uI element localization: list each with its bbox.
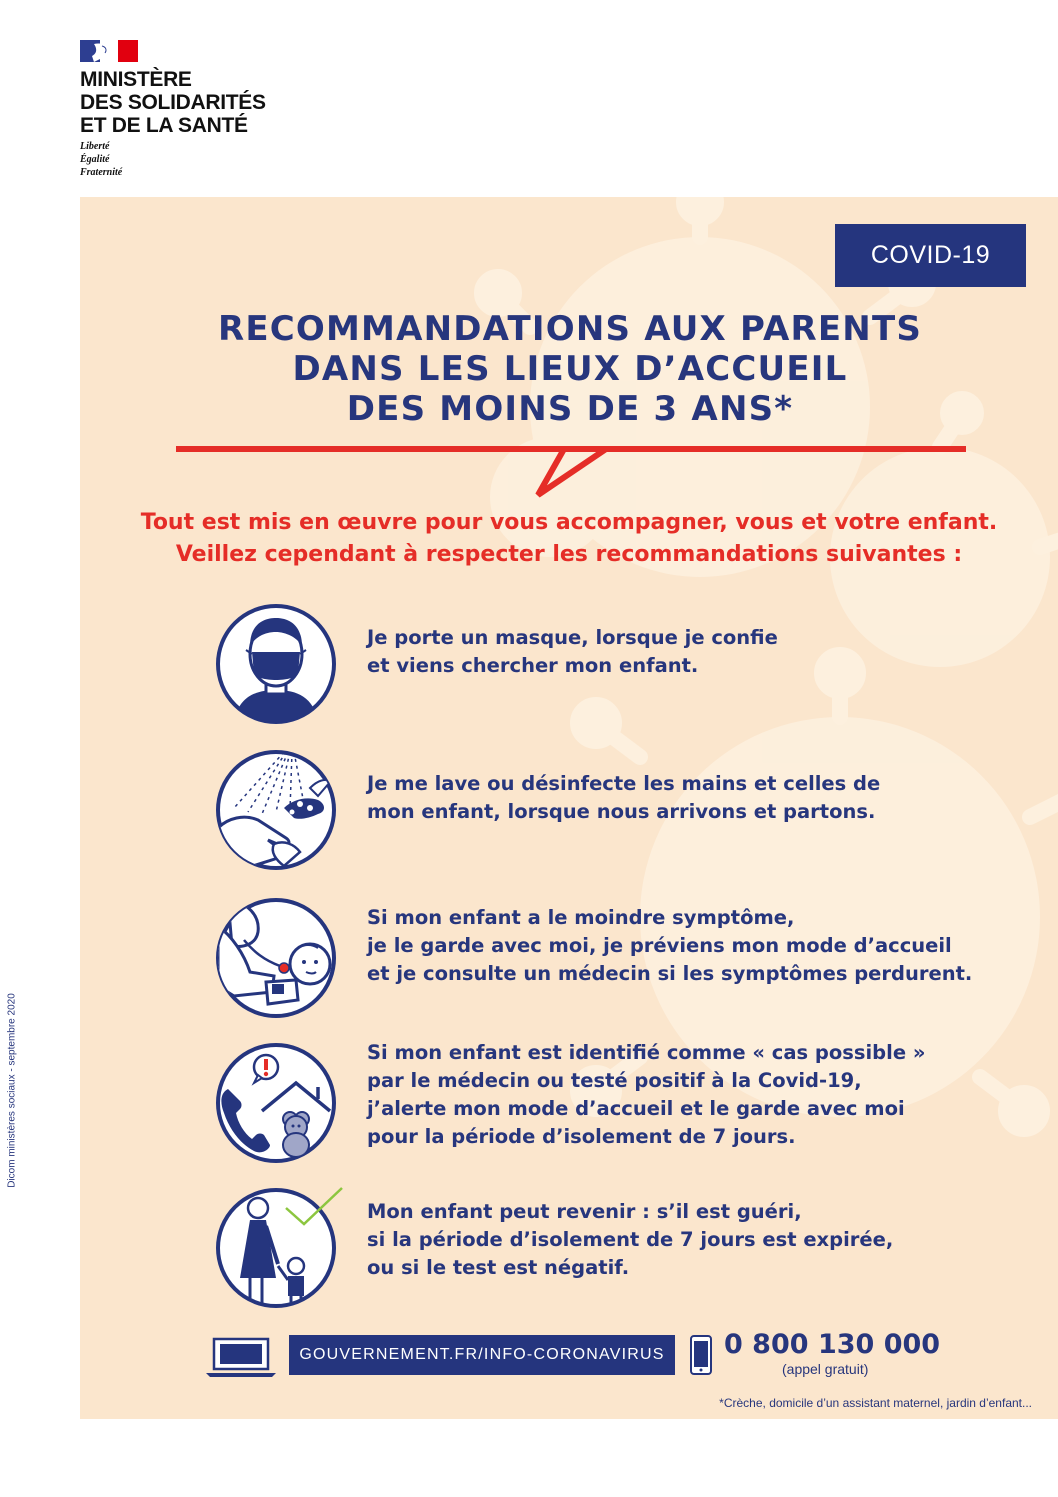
page-title — [140, 309, 1000, 429]
poster-panel — [80, 197, 1058, 1419]
speech-bubble-underline — [176, 437, 966, 501]
motto-line: Fraternité — [80, 167, 123, 178]
motto-line: Égalité — [80, 154, 110, 165]
hotline-note: (appel gratuit) — [782, 1361, 869, 1377]
credit-text: Dicom ministères sociaux - septembre 2020 — [6, 993, 18, 1188]
title-line: DANS LES LIEUX D’ACCUEIL — [292, 349, 848, 389]
face-mask-icon — [214, 602, 338, 726]
recommendation-item — [214, 748, 1014, 874]
recommendation-text: Si mon enfant est identifié comme « cas possible » par le médecin ou testé positif à la Covid-19, j’alerte mon mode d’accueil et le garde avec moi pour la période d’isolement de 7 jours. — [367, 1041, 926, 1148]
ministry-name-line: MINISTÈRE — [80, 68, 192, 91]
recommendation-text: Je me lave ou désinfecte les mains et celles de mon enfant, lorsque nous arrivons et partons. — [367, 772, 881, 823]
ministry-header — [80, 40, 380, 190]
republic-motto — [80, 140, 122, 179]
laptop-icon — [204, 1337, 278, 1377]
footnote: *Crèche, domicile d’un assistant maternel, jardin d’enfant... — [719, 1396, 1032, 1410]
covid-badge: COVID-19 — [835, 224, 1026, 287]
recommendation-text: Je porte un masque, lorsque je confie et viens chercher mon enfant. — [367, 626, 778, 677]
motto-line: Liberté — [80, 141, 110, 152]
recommendation-item — [214, 602, 1014, 728]
ministry-name-line: ET DE LA SANTÉ — [80, 114, 248, 137]
recommendation-item — [214, 896, 1014, 1022]
doctor-baby-icon — [214, 896, 338, 1020]
intro-line: Veillez cependant à respecter les recommandations suivantes : — [175, 542, 963, 567]
contact-footer — [204, 1329, 944, 1379]
smartphone-icon — [689, 1335, 713, 1375]
intro-line: Tout est mis en œuvre pour vous accompagner, vous et votre enfant. — [140, 510, 998, 535]
hotline-number[interactable]: 0 800 130 000 — [724, 1329, 941, 1360]
title-line: RECOMMANDATIONS AUX PARENTS — [217, 309, 923, 349]
intro-text — [80, 507, 1058, 571]
checkmark-icon — [282, 1184, 346, 1228]
hand-washing-icon — [214, 748, 338, 872]
recommendation-text: Si mon enfant a le moindre symptôme, je le garde avec moi, je préviens mon mode d’accueil et je consulte un médecin si les symptômes perdurent. — [367, 906, 973, 985]
ministry-name-line: DES SOLIDARITÉS — [80, 91, 266, 114]
info-url-link[interactable]: GOUVERNEMENT.FR/INFO-CORONAVIRUS — [289, 1335, 675, 1375]
phone-alert-home-icon — [214, 1041, 338, 1165]
recommendation-item — [214, 1041, 1014, 1167]
recommendation-text: Mon enfant peut revenir : s’il est guéri, si la période d’isolement de 7 jours est expirée, ou si le test est négatif. — [367, 1200, 894, 1279]
marianne-flag-logo — [80, 40, 138, 62]
title-line: DES MOINS DE 3 ANS* — [346, 389, 794, 429]
ministry-name — [80, 68, 266, 137]
recommendation-item — [214, 1186, 1014, 1312]
